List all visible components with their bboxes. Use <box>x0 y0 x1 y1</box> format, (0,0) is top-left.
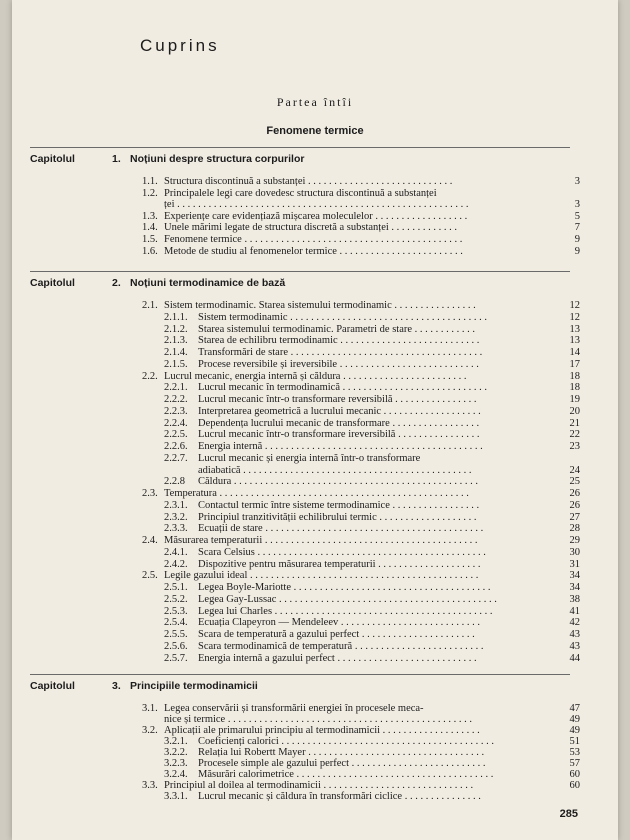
entry-page: 38 <box>569 593 580 605</box>
divider <box>30 674 570 675</box>
entry-number: 2.4.2. <box>164 558 188 570</box>
chapter-label: Capitolul <box>30 277 75 289</box>
divider <box>30 147 570 148</box>
entry-number: 2.5.3. <box>164 605 188 617</box>
entry-title: Fenomene termice . . . . . . . . . . . . . . . . . . . . . . . . . . . . . . . . . . . . . . . . . . <box>164 234 463 245</box>
entry-title: Legea Gay-Lussac . . . . . . . . . . . . . . . . . . . . . . . . . . . . . . . . . . . . . . . . . . <box>198 593 497 605</box>
entry-number: 2.3.3. <box>164 523 188 535</box>
entry-page: 49 <box>569 714 580 725</box>
entry-number: 2.2.6. <box>164 441 188 452</box>
entry-number: 3.1. <box>142 703 158 714</box>
entry-page: 12 <box>569 300 580 311</box>
entry-page: 22 <box>569 429 580 441</box>
entry-page: 26 <box>569 488 580 499</box>
entry-title: Dispozitive pentru măsurarea temperaturii . . . . . . . . . . . . . . . . . . . . <box>198 558 481 570</box>
entry-page: 42 <box>569 617 580 629</box>
entry-number: 3.2.1. <box>164 736 188 747</box>
entry-title: Scara de temperatură a gazului perfect . . . . . . . . . . . . . . . . . . . . . . <box>198 629 475 640</box>
entry-page: 57 <box>569 758 580 769</box>
entry-page: 41 <box>569 605 580 617</box>
entry-title: Principiul al doilea al termodinamicii . . . . . . . . . . . . . . . . . . . . . . . . . . . . . <box>164 780 474 791</box>
entry-title: Unele mărimi legate de structura discretă a substanței . . . . . . . . . . . . . <box>164 222 458 234</box>
entry-number: 2.3.2. <box>164 511 188 523</box>
entry-number: 2.1. <box>142 300 158 311</box>
entry-number: 2.1.5. <box>164 358 188 370</box>
entry-page: 34 <box>569 570 580 582</box>
entry-page: 19 <box>569 394 580 405</box>
toc-entry <box>12 245 618 258</box>
chapter-title: Principiile termodinamicii <box>130 680 258 692</box>
entry-number: 2.4. <box>142 535 158 546</box>
entry-number: 2.2.3. <box>164 405 188 417</box>
entry-page: 7 <box>574 222 580 234</box>
entry-title: Aplicații ale primarului principiu al termodinamicii . . . . . . . . . . . . . . . . . . . <box>164 725 480 736</box>
entry-title: Experiențe care evidențiază mișcarea moleculelor . . . . . . . . . . . . . . . . . . <box>164 210 468 222</box>
entry-number: 2.2. <box>142 370 158 382</box>
entry-title: Lucrul mecanic, energia internă și căldura . . . . . . . . . . . . . . . . . . . . . . . . <box>164 370 467 382</box>
entry-title: Starea de echilibru termodinamic . . . . . . . . . . . . . . . . . . . . . . . . . . . <box>198 335 480 347</box>
entry-page: 24 <box>569 464 580 476</box>
entry-page: 5 <box>574 210 580 222</box>
entry-page: 34 <box>569 582 580 593</box>
entry-number: 3.2.3. <box>164 758 188 769</box>
entry-page: 18 <box>569 382 580 394</box>
entry-number: 2.3. <box>142 488 158 499</box>
entry-title: Transformări de stare . . . . . . . . . . . . . . . . . . . . . . . . . . . . . . . . . . . . . <box>198 347 483 358</box>
entry-page: 47 <box>569 703 580 714</box>
entry-title: Procese reversibile și ireversibile . . . . . . . . . . . . . . . . . . . . . . . . . . . <box>198 358 479 370</box>
entry-title: Legile gazului ideal . . . . . . . . . . . . . . . . . . . . . . . . . . . . . . . . . . . . . . . . . . . . <box>164 570 479 582</box>
entry-number: 2.1.2. <box>164 323 188 335</box>
entry-page: 21 <box>569 417 580 429</box>
entry-number: 2.3.1. <box>164 499 188 511</box>
entry-number: 2.5.1. <box>164 582 188 593</box>
entry-page: 3 <box>574 199 580 211</box>
entry-title: Lucrul mecanic și căldura în transformări ciclice . . . . . . . . . . . . . . . <box>198 791 481 802</box>
entry-number: 1.6. <box>142 245 158 257</box>
entry-page: 27 <box>569 511 580 523</box>
toc-entry <box>12 790 618 803</box>
chapter-heading-3 <box>30 680 570 694</box>
toc-entry <box>12 652 618 665</box>
entry-page: 31 <box>569 558 580 570</box>
entry-title: Procesele simple ale gazului perfect . . . . . . . . . . . . . . . . . . . . . . . . . . <box>198 758 486 769</box>
entry-page: 51 <box>569 736 580 747</box>
part-subheading: Fenomene termice <box>266 125 364 137</box>
entry-title: Metode de studiu al fenomenelor termice . . . . . . . . . . . . . . . . . . . . . . . . <box>164 245 463 257</box>
entry-page: 9 <box>574 245 580 257</box>
entry-number: 2.1.1. <box>164 311 188 323</box>
entry-number: 2.5.2. <box>164 593 188 605</box>
chapter-title: Noțiuni despre structura corpurilor <box>130 153 305 165</box>
entry-title: Ecuații de stare . . . . . . . . . . . . . . . . . . . . . . . . . . . . . . . . . . . . . . . . . . <box>198 523 484 535</box>
entry-number: 2.2.2. <box>164 394 188 405</box>
entry-title: Lucrul mecanic și energia internă într-o transformare <box>198 452 421 464</box>
page-number: 285 <box>559 808 578 820</box>
entry-number: 3.2. <box>142 725 158 736</box>
entry-title: Interpretarea geometrică a lucrului mecanic . . . . . . . . . . . . . . . . . . . <box>198 405 481 417</box>
entry-number: 3.2.4. <box>164 769 188 780</box>
entry-page: 53 <box>569 747 580 758</box>
entry-title: Lucrul mecanic în termodinamică . . . . . . . . . . . . . . . . . . . . . . . . . . . . <box>198 382 487 394</box>
entry-title: Scara termodinamică de temperatură . . . . . . . . . . . . . . . . . . . . . . . . . <box>198 640 484 652</box>
entry-title: Coeficienți calorici . . . . . . . . . . . . . . . . . . . . . . . . . . . . . . . . . . . . . . . . . <box>198 736 495 747</box>
entry-title: Căldura . . . . . . . . . . . . . . . . . . . . . . . . . . . . . . . . . . . . . . . . . . . . . . . <box>198 476 478 488</box>
entry-title: Dependența lucrului mecanic de transformare . . . . . . . . . . . . . . . . . <box>198 417 480 429</box>
entry-number: 2.2.4. <box>164 417 188 429</box>
entry-title: Lucrul mecanic într-o transformare reversibilă . . . . . . . . . . . . . . . . <box>198 394 477 405</box>
entry-number: 2.2.5. <box>164 429 188 441</box>
entry-number: 2.5.6. <box>164 640 188 652</box>
entry-number: 2.5.5. <box>164 629 188 640</box>
entry-title: Măsurări calorimetrice . . . . . . . . . . . . . . . . . . . . . . . . . . . . . . . . . . . . . . <box>198 769 494 780</box>
chapter-number: 1. <box>112 153 121 165</box>
entry-page: 60 <box>569 780 580 791</box>
entry-number: 1.4. <box>142 222 158 234</box>
entry-number: 2.2.1. <box>164 382 188 394</box>
entry-title: Principalele legi care dovedesc structura discontinuă a substanței <box>164 187 437 199</box>
entry-page: 23 <box>569 441 580 452</box>
entry-page: 49 <box>569 725 580 736</box>
book-page <box>12 0 618 840</box>
entry-title: Lucrul mecanic într-o transformare ireversibilă . . . . . . . . . . . . . . . . <box>198 429 480 441</box>
entry-title: Sistem termodinamic. Starea sistemului termodinamic . . . . . . . . . . . . . . . . <box>164 300 476 311</box>
entry-title: Legea lui Charles . . . . . . . . . . . . . . . . . . . . . . . . . . . . . . . . . . . . . . . . . . <box>198 605 493 617</box>
entry-title: Legea conservării și transformării energiei în procesele meca- <box>164 703 424 714</box>
entry-number: 2.5.4. <box>164 617 188 629</box>
entry-page: 18 <box>569 370 580 382</box>
entry-page: 3 <box>574 176 580 187</box>
entry-number: 3.2.2. <box>164 747 188 758</box>
entry-number: 2.5.7. <box>164 652 188 664</box>
chapter-label: Capitolul <box>30 153 75 165</box>
entry-title: ței . . . . . . . . . . . . . . . . . . . . . . . . . . . . . . . . . . . . . . . . . . . . . . . . . . . . . . . . <box>164 199 469 211</box>
entry-number: 3.3.1. <box>164 791 188 802</box>
entry-number: 2.1.3. <box>164 335 188 347</box>
entry-page: 60 <box>569 769 580 780</box>
entry-title: adiabatică . . . . . . . . . . . . . . . . . . . . . . . . . . . . . . . . . . . . . . . . . . . . <box>198 464 472 476</box>
entry-title: Structura discontinuă a substanței . . . . . . . . . . . . . . . . . . . . . . . . . . . . <box>164 176 453 187</box>
entry-page: 44 <box>569 652 580 664</box>
entry-page: 13 <box>569 335 580 347</box>
entry-number: 2.2.8 <box>164 476 185 488</box>
entry-number: 1.3. <box>142 210 158 222</box>
entry-title: Starea sistemului termodinamic. Parametri de stare . . . . . . . . . . . . <box>198 323 476 335</box>
page-title: Cuprins <box>140 36 220 55</box>
entry-number: 2.4.1. <box>164 546 188 558</box>
entry-number: 3.3. <box>142 780 158 791</box>
chapter-number: 3. <box>112 680 121 692</box>
entry-page: 29 <box>569 535 580 546</box>
entry-page: 17 <box>569 358 580 370</box>
entry-title: Sistem termodinamic . . . . . . . . . . . . . . . . . . . . . . . . . . . . . . . . . . . . . . <box>198 311 488 323</box>
entry-number: 1.1. <box>142 176 158 187</box>
entry-title: Contactul termic între sisteme termodinamice . . . . . . . . . . . . . . . . . <box>198 499 480 511</box>
entry-title: Legea Boyle-Mariotte . . . . . . . . . . . . . . . . . . . . . . . . . . . . . . . . . . . . . . <box>198 582 491 593</box>
entry-page: 13 <box>569 323 580 335</box>
entry-page: 20 <box>569 405 580 417</box>
chapter-number: 2. <box>112 277 121 289</box>
entry-page: 14 <box>569 347 580 358</box>
chapter-title: Noțiuni termodinamice de bază <box>130 277 286 289</box>
entry-title: Principiul tranzitivității echilibrului termic . . . . . . . . . . . . . . . . . . . <box>198 511 477 523</box>
entry-page: 12 <box>569 311 580 323</box>
entry-page: 28 <box>569 523 580 535</box>
entry-title: Energia internă . . . . . . . . . . . . . . . . . . . . . . . . . . . . . . . . . . . . . . . . . . <box>198 441 483 452</box>
entry-page: 25 <box>569 476 580 488</box>
entry-title: Măsurarea temperaturii . . . . . . . . . . . . . . . . . . . . . . . . . . . . . . . . . . . . . . . . . <box>164 535 478 546</box>
entry-number: 2.1.4. <box>164 347 188 358</box>
entry-title: Temperatura . . . . . . . . . . . . . . . . . . . . . . . . . . . . . . . . . . . . . . . . . . . . . . . . <box>164 488 469 499</box>
entry-page: 43 <box>569 629 580 640</box>
divider <box>30 271 570 272</box>
entry-page: 26 <box>569 499 580 511</box>
entry-page: 30 <box>569 546 580 558</box>
entry-title: Relația lui Robertt Mayer . . . . . . . . . . . . . . . . . . . . . . . . . . . . . . . . . . <box>198 747 485 758</box>
entry-page: 9 <box>574 234 580 245</box>
chapter-heading-2 <box>30 277 570 291</box>
chapter-heading-1 <box>30 153 570 167</box>
entry-title: Ecuația Clapeyron — Mendeleev . . . . . . . . . . . . . . . . . . . . . . . . . . . <box>198 617 480 629</box>
entry-title: Energia internă a gazului perfect . . . . . . . . . . . . . . . . . . . . . . . . . . . <box>198 652 477 664</box>
entry-page: 43 <box>569 640 580 652</box>
part-heading: Partea întîi <box>276 95 354 109</box>
entry-number: 1.5. <box>142 234 158 245</box>
entry-title: Scara Celsius . . . . . . . . . . . . . . . . . . . . . . . . . . . . . . . . . . . . . . . . . . . . <box>198 546 486 558</box>
chapter-label: Capitolul <box>30 680 75 692</box>
entry-title: nice și termice . . . . . . . . . . . . . . . . . . . . . . . . . . . . . . . . . . . . . . . . . . . . . . . <box>164 714 472 725</box>
entry-number: 2.2.7. <box>164 452 188 464</box>
entry-number: 2.5. <box>142 570 158 582</box>
entry-number: 1.2. <box>142 187 158 199</box>
